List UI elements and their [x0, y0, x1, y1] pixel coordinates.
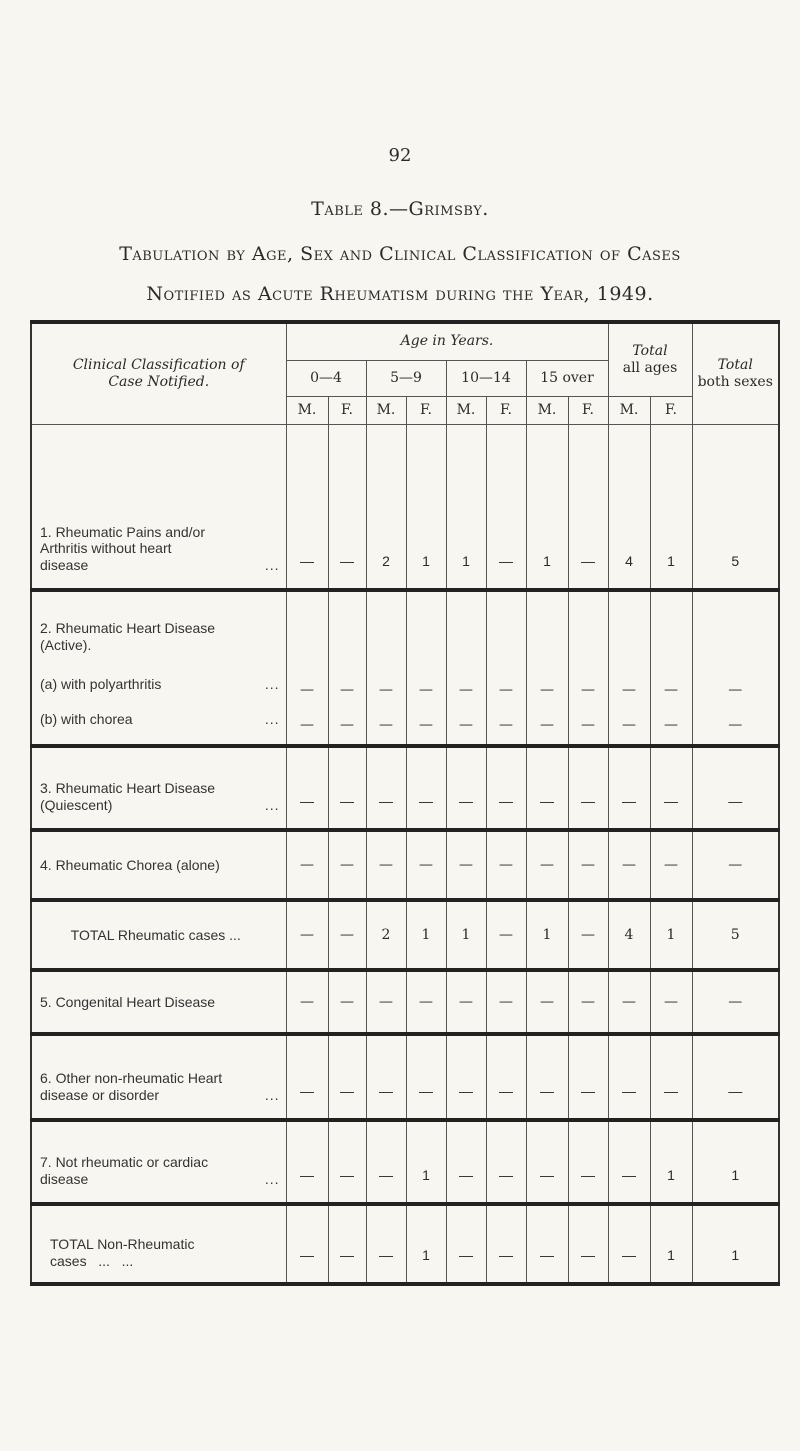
- cell-value: —: [728, 682, 743, 698]
- cell-value: —: [692, 746, 779, 830]
- cell-value: —: [328, 1120, 366, 1204]
- cell-value: —: [328, 970, 366, 1034]
- cell-value: —: [406, 746, 446, 830]
- cell-pair: [366, 590, 406, 746]
- cell-value: —: [568, 424, 608, 590]
- row-label-line: disease: [40, 1171, 89, 1188]
- cell-value: 1: [650, 900, 692, 970]
- cell-value: —: [568, 900, 608, 970]
- cell-value: 5: [692, 424, 779, 590]
- cell-value: —: [366, 1034, 406, 1120]
- cell-value: —: [379, 682, 393, 698]
- cell-value: —: [328, 900, 366, 970]
- row-label: [31, 590, 286, 746]
- age-in-years-header: Age in Years.: [286, 322, 608, 360]
- cell-value: —: [650, 1034, 692, 1120]
- cell-value: —: [486, 1120, 526, 1204]
- cell-pair: [526, 590, 568, 746]
- sex-header-m: M.: [366, 396, 406, 424]
- row-label-line: (Active).: [40, 636, 92, 653]
- cell-value: —: [286, 900, 328, 970]
- cell-value: —: [286, 746, 328, 830]
- row-label-line: disease or disorder: [40, 1087, 160, 1104]
- row-label: [31, 1204, 286, 1284]
- cell-pair: [328, 590, 366, 746]
- age-group-10-14: 10—14: [446, 360, 526, 396]
- cell-value: 4: [608, 424, 650, 590]
- cell-value: —: [608, 1120, 650, 1204]
- total-both-line2: both sexes: [697, 373, 773, 390]
- age-group-0-4: 0—4: [286, 360, 366, 396]
- cell-value: 1: [406, 424, 446, 590]
- total-all-ages-line1: Total: [632, 342, 668, 359]
- total-all-ages-line2: all ages: [622, 359, 678, 376]
- row-label-line: TOTAL Rheumatic cases: [70, 926, 226, 943]
- sex-header-f: F.: [406, 396, 446, 424]
- cell-value: —: [499, 682, 513, 698]
- leader-dots: ...: [264, 1087, 280, 1104]
- cell-value: —: [459, 717, 473, 733]
- cell-value: —: [328, 1034, 366, 1120]
- table-row: [31, 1034, 779, 1120]
- cell-value: —: [568, 1034, 608, 1120]
- cell-value: —: [486, 424, 526, 590]
- cell-value: —: [366, 830, 406, 900]
- leader-dots: ...: [98, 1253, 110, 1270]
- cell-value: —: [499, 717, 513, 733]
- table-row: [31, 900, 779, 970]
- table-row: [31, 746, 779, 830]
- cell-value: —: [486, 1204, 526, 1284]
- cell-value: —: [526, 830, 568, 900]
- leader-dots: ...: [264, 710, 280, 727]
- cell-value: —: [622, 682, 636, 698]
- cell-value: —: [540, 717, 554, 733]
- cell-value: —: [328, 746, 366, 830]
- cell-value: —: [486, 900, 526, 970]
- cell-value: —: [692, 1034, 779, 1120]
- cell-value: —: [650, 746, 692, 830]
- cell-pair: [286, 590, 328, 746]
- cell-value: —: [286, 1204, 328, 1284]
- cell-value: 1: [692, 1204, 779, 1284]
- row-label: [31, 900, 286, 970]
- cell-value: —: [286, 424, 328, 590]
- row-label-line: (Quiescent): [40, 797, 113, 814]
- row-label-line: TOTAL Non-Rheumatic: [50, 1236, 195, 1253]
- cell-value: —: [286, 830, 328, 900]
- table-row: [31, 830, 779, 900]
- cell-value: 1: [406, 1204, 446, 1284]
- cell-value: —: [340, 717, 354, 733]
- cell-pair: [446, 590, 486, 746]
- sub-item-label: (b) with chorea: [40, 710, 133, 727]
- row-label: [31, 1034, 286, 1120]
- rheumatism-table: [30, 320, 780, 1286]
- sex-header-m: M.: [608, 396, 650, 424]
- cell-value: 4: [608, 900, 650, 970]
- classification-header-line1: Clinical Classification of: [72, 356, 245, 373]
- table-subtitle-line2: Notified as Acute Rheumatism during the Year, 1949.: [146, 283, 654, 305]
- cell-value: —: [581, 682, 595, 698]
- cell-value: —: [664, 682, 678, 698]
- row-label: [31, 746, 286, 830]
- age-group-5-9: 5—9: [366, 360, 446, 396]
- cell-value: —: [650, 830, 692, 900]
- cell-value: —: [459, 682, 473, 698]
- cell-value: —: [692, 970, 779, 1034]
- cell-value: —: [608, 1034, 650, 1120]
- leader-dots: ...: [264, 557, 280, 574]
- total-both-sexes-header: [692, 322, 779, 424]
- cell-value: —: [486, 830, 526, 900]
- row-label-line: 3. Rheumatic Heart Disease: [40, 780, 216, 797]
- cell-value: —: [366, 1120, 406, 1204]
- cell-value: —: [526, 1034, 568, 1120]
- leader-dots: ...: [229, 926, 241, 943]
- sex-header-f: F.: [568, 396, 608, 424]
- row-label: [31, 830, 286, 900]
- cell-value: 2: [366, 900, 406, 970]
- cell-value: —: [540, 682, 554, 698]
- cell-value: 1: [446, 424, 486, 590]
- leader-dots: ...: [264, 675, 280, 692]
- sex-header-f: F.: [486, 396, 526, 424]
- cell-value: —: [286, 1120, 328, 1204]
- row-label-line: Arthritis without heart: [40, 540, 172, 557]
- table-title: Table 8.—Grimsby.: [311, 198, 489, 220]
- row-label: [31, 970, 286, 1034]
- cell-pair: [650, 590, 692, 746]
- cell-value: —: [446, 746, 486, 830]
- leader-dots: ...: [264, 797, 280, 814]
- row-label-line: cases: [50, 1253, 87, 1270]
- cell-pair: [406, 590, 446, 746]
- cell-value: —: [568, 970, 608, 1034]
- table-row: [31, 970, 779, 1034]
- cell-value: 1: [406, 900, 446, 970]
- cell-value: —: [692, 830, 779, 900]
- cell-value: —: [568, 746, 608, 830]
- cell-value: —: [328, 830, 366, 900]
- row-label: [31, 424, 286, 590]
- cell-value: —: [446, 970, 486, 1034]
- cell-value: —: [664, 717, 678, 733]
- cell-value: —: [568, 1120, 608, 1204]
- cell-value: —: [486, 746, 526, 830]
- row-label-line: 2. Rheumatic Heart Disease: [40, 620, 216, 636]
- row-label-line: 1. Rheumatic Pains and/or: [40, 523, 205, 540]
- cell-value: —: [650, 970, 692, 1034]
- cell-value: —: [328, 424, 366, 590]
- row-label-line: 6. Other non-rheumatic Heart: [40, 1070, 223, 1087]
- cell-value: —: [366, 746, 406, 830]
- sex-header-m: M.: [526, 396, 568, 424]
- cell-value: —: [608, 830, 650, 900]
- row-label-line: disease: [40, 557, 89, 574]
- cell-value: 1: [692, 1120, 779, 1204]
- cell-value: —: [300, 717, 314, 733]
- cell-value: —: [379, 717, 393, 733]
- cell-value: 5: [692, 900, 779, 970]
- cell-value: 1: [526, 900, 568, 970]
- cell-value: —: [300, 682, 314, 698]
- cell-value: —: [608, 1204, 650, 1284]
- cell-value: —: [486, 1034, 526, 1120]
- cell-value: —: [286, 1034, 328, 1120]
- cell-value: 1: [446, 900, 486, 970]
- cell-value: 1: [406, 1120, 446, 1204]
- total-both-line1: Total: [717, 356, 753, 373]
- cell-value: —: [406, 970, 446, 1034]
- cell-value: —: [446, 1034, 486, 1120]
- leader-dots: ...: [121, 1253, 134, 1270]
- cell-value: —: [406, 830, 446, 900]
- table-row: [31, 590, 779, 746]
- cell-value: —: [568, 830, 608, 900]
- cell-value: —: [366, 970, 406, 1034]
- cell-value: 1: [650, 1204, 692, 1284]
- cell-value: —: [366, 1204, 406, 1284]
- cell-value: 2: [366, 424, 406, 590]
- leader-dots: ...: [264, 1171, 280, 1188]
- cell-value: —: [446, 1120, 486, 1204]
- table-row: [31, 1204, 779, 1284]
- classification-header-line2: Case Notified.: [108, 373, 210, 390]
- cell-pair: [692, 590, 779, 746]
- sex-header-m: M.: [286, 396, 328, 424]
- row-label-line: 5. Congenital Heart Disease: [40, 993, 216, 1010]
- table-subtitle-line1: Tabulation by Age, Sex and Clinical Classification of Cases: [119, 243, 681, 265]
- cell-value: —: [608, 970, 650, 1034]
- cell-value: —: [328, 1204, 366, 1284]
- cell-value: —: [340, 682, 354, 698]
- cell-value: 1: [526, 424, 568, 590]
- row-label-line: 7. Not rheumatic or cardiac: [40, 1154, 209, 1171]
- cell-value: —: [728, 717, 743, 733]
- table-row: [31, 1120, 779, 1204]
- table-row: [31, 424, 779, 590]
- cell-value: —: [419, 717, 433, 733]
- sub-item-label: (a) with polyarthritis: [40, 675, 162, 692]
- cell-value: —: [526, 970, 568, 1034]
- cell-value: —: [446, 830, 486, 900]
- cell-pair: [568, 590, 608, 746]
- sex-header-f: F.: [328, 396, 366, 424]
- cell-value: —: [406, 1034, 446, 1120]
- row-label: [31, 1120, 286, 1204]
- cell-value: —: [526, 746, 568, 830]
- cell-value: 1: [650, 1120, 692, 1204]
- cell-value: —: [581, 717, 595, 733]
- cell-value: —: [622, 717, 636, 733]
- cell-value: —: [568, 1204, 608, 1284]
- page-number: 92: [388, 145, 412, 166]
- classification-header: [31, 322, 286, 424]
- cell-pair: [486, 590, 526, 746]
- row-label-line: 4. Rheumatic Chorea (alone): [40, 856, 220, 873]
- cell-value: —: [486, 970, 526, 1034]
- sex-header-f: F.: [650, 396, 692, 424]
- cell-value: —: [286, 970, 328, 1034]
- cell-value: —: [446, 1204, 486, 1284]
- total-all-ages-header: [608, 322, 692, 396]
- cell-value: —: [526, 1204, 568, 1284]
- cell-value: —: [526, 1120, 568, 1204]
- cell-value: 1: [650, 424, 692, 590]
- sex-header-m: M.: [446, 396, 486, 424]
- age-group-15-over: 15 over: [526, 360, 608, 396]
- cell-value: —: [608, 746, 650, 830]
- cell-value: —: [419, 682, 433, 698]
- cell-pair: [608, 590, 650, 746]
